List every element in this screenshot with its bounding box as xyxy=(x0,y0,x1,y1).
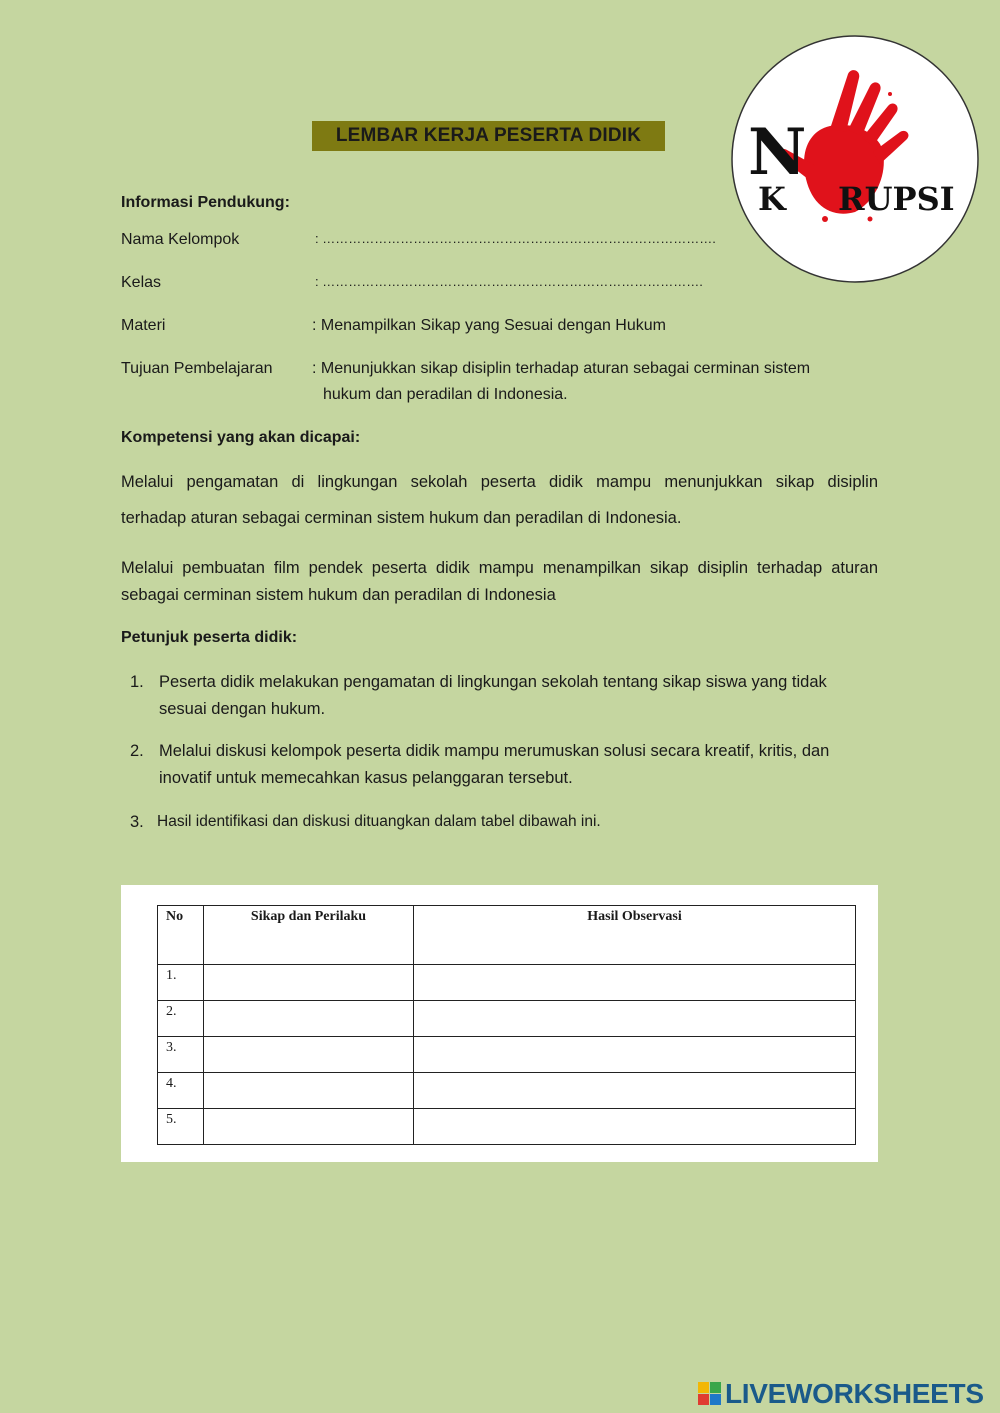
field-value-kelas: : ……………………………………………………………………………. xyxy=(315,274,703,289)
kompetensi-p2-line1: Melalui pembuatan film pendek peserta didik mampu menampilkan sikap disiplin terhadap aturan xyxy=(121,559,878,577)
row-number: 3. xyxy=(158,1037,204,1073)
sikap-cell[interactable] xyxy=(204,1109,414,1145)
field-value-nama-kelompok: : ………………………………………………………………………………. xyxy=(315,231,716,246)
no-korupsi-logo xyxy=(730,34,980,284)
sikap-cell[interactable] xyxy=(204,1073,414,1109)
field-value-tujuan-line2: hukum dan peradilan di Indonesia. xyxy=(323,386,568,403)
table-row xyxy=(158,1109,856,1145)
table-row xyxy=(158,1001,856,1037)
row-number: 1. xyxy=(158,965,204,1001)
observation-table-panel xyxy=(121,885,878,1162)
liveworksheets-wordmark: LIVEWORKSHEETS xyxy=(725,1378,984,1409)
petunjuk-3-line1: Hasil identifikasi dan diskusi dituangkan dalam tabel dibawah ini. xyxy=(157,813,601,830)
worksheet-title: LEMBAR KERJA PESERTA DIDIK xyxy=(312,121,665,151)
kompetensi-p1-line2: terhadap aturan sebagai cerminan sistem hukum dan peradilan di Indonesia. xyxy=(121,509,682,527)
kompetensi-heading: Kompetensi yang akan dicapai: xyxy=(121,429,361,446)
sikap-cell[interactable] xyxy=(204,1037,414,1073)
petunjuk-1-line1: Peserta didik melakukan pengamatan di lingkungan sekolah tentang sikap siswa yang tidak xyxy=(159,673,827,691)
observation-table xyxy=(157,905,856,1145)
hasil-cell[interactable] xyxy=(414,1037,856,1073)
field-value-tujuan: : Menunjukkan sikap disiplin terhadap aturan sebagai cerminan sistem xyxy=(312,360,811,377)
header-hasil: Hasil Observasi xyxy=(414,906,856,965)
liveworksheets-logo-icon xyxy=(698,1382,722,1406)
hasil-cell[interactable] xyxy=(414,1073,856,1109)
table-row xyxy=(158,965,856,1001)
kompetensi-p1-line1: Melalui pengamatan di lingkungan sekolah peserta didik mampu menunjukkan sikap disiplin xyxy=(121,473,878,491)
table-row xyxy=(158,1073,856,1109)
info-heading: Informasi Pendukung: xyxy=(121,194,290,211)
hasil-cell[interactable] xyxy=(414,965,856,1001)
sikap-cell[interactable] xyxy=(204,965,414,1001)
logo-rupsi: RUPSI xyxy=(838,180,955,218)
header-no: No xyxy=(158,906,204,965)
petunjuk-num-1: 1. xyxy=(130,673,144,691)
kompetensi-p2-line2: sebagai cerminan sistem hukum dan peradilan di Indonesia xyxy=(121,586,556,604)
hasil-cell[interactable] xyxy=(414,1109,856,1145)
petunjuk-2-line1: Melalui diskusi kelompok peserta didik mampu merumuskan solusi secara kreatif, kritis, dan xyxy=(159,742,830,760)
hasil-cell[interactable] xyxy=(414,1001,856,1037)
row-number: 2. xyxy=(158,1001,204,1037)
petunjuk-2-line2: inovatif untuk memecahkan kasus pelanggaran tersebut. xyxy=(159,769,573,787)
logo-letter-n: N xyxy=(748,115,807,190)
petunjuk-num-3: 3. xyxy=(130,813,144,831)
table-row xyxy=(158,1037,856,1073)
row-number: 5. xyxy=(158,1109,204,1145)
sikap-cell[interactable] xyxy=(204,1001,414,1037)
row-number: 4. xyxy=(158,1073,204,1109)
petunjuk-1-line2: sesuai dengan hukum. xyxy=(159,700,326,718)
field-value-materi: : Menampilkan Sikap yang Sesuai dengan Hukum xyxy=(312,317,666,334)
petunjuk-heading: Petunjuk peserta didik: xyxy=(121,629,298,646)
table-header-row xyxy=(158,906,856,965)
logo-letter-k: K xyxy=(758,180,786,218)
petunjuk-num-2: 2. xyxy=(130,742,144,760)
field-label-tujuan: Tujuan Pembelajaran xyxy=(121,360,273,377)
field-label-materi: Materi xyxy=(121,317,166,334)
field-label-kelas: Kelas xyxy=(121,274,162,291)
header-sikap: Sikap dan Perilaku xyxy=(204,906,414,965)
liveworksheets-brand[interactable] xyxy=(698,1377,998,1411)
field-label-nama-kelompok: Nama Kelompok xyxy=(121,231,240,248)
